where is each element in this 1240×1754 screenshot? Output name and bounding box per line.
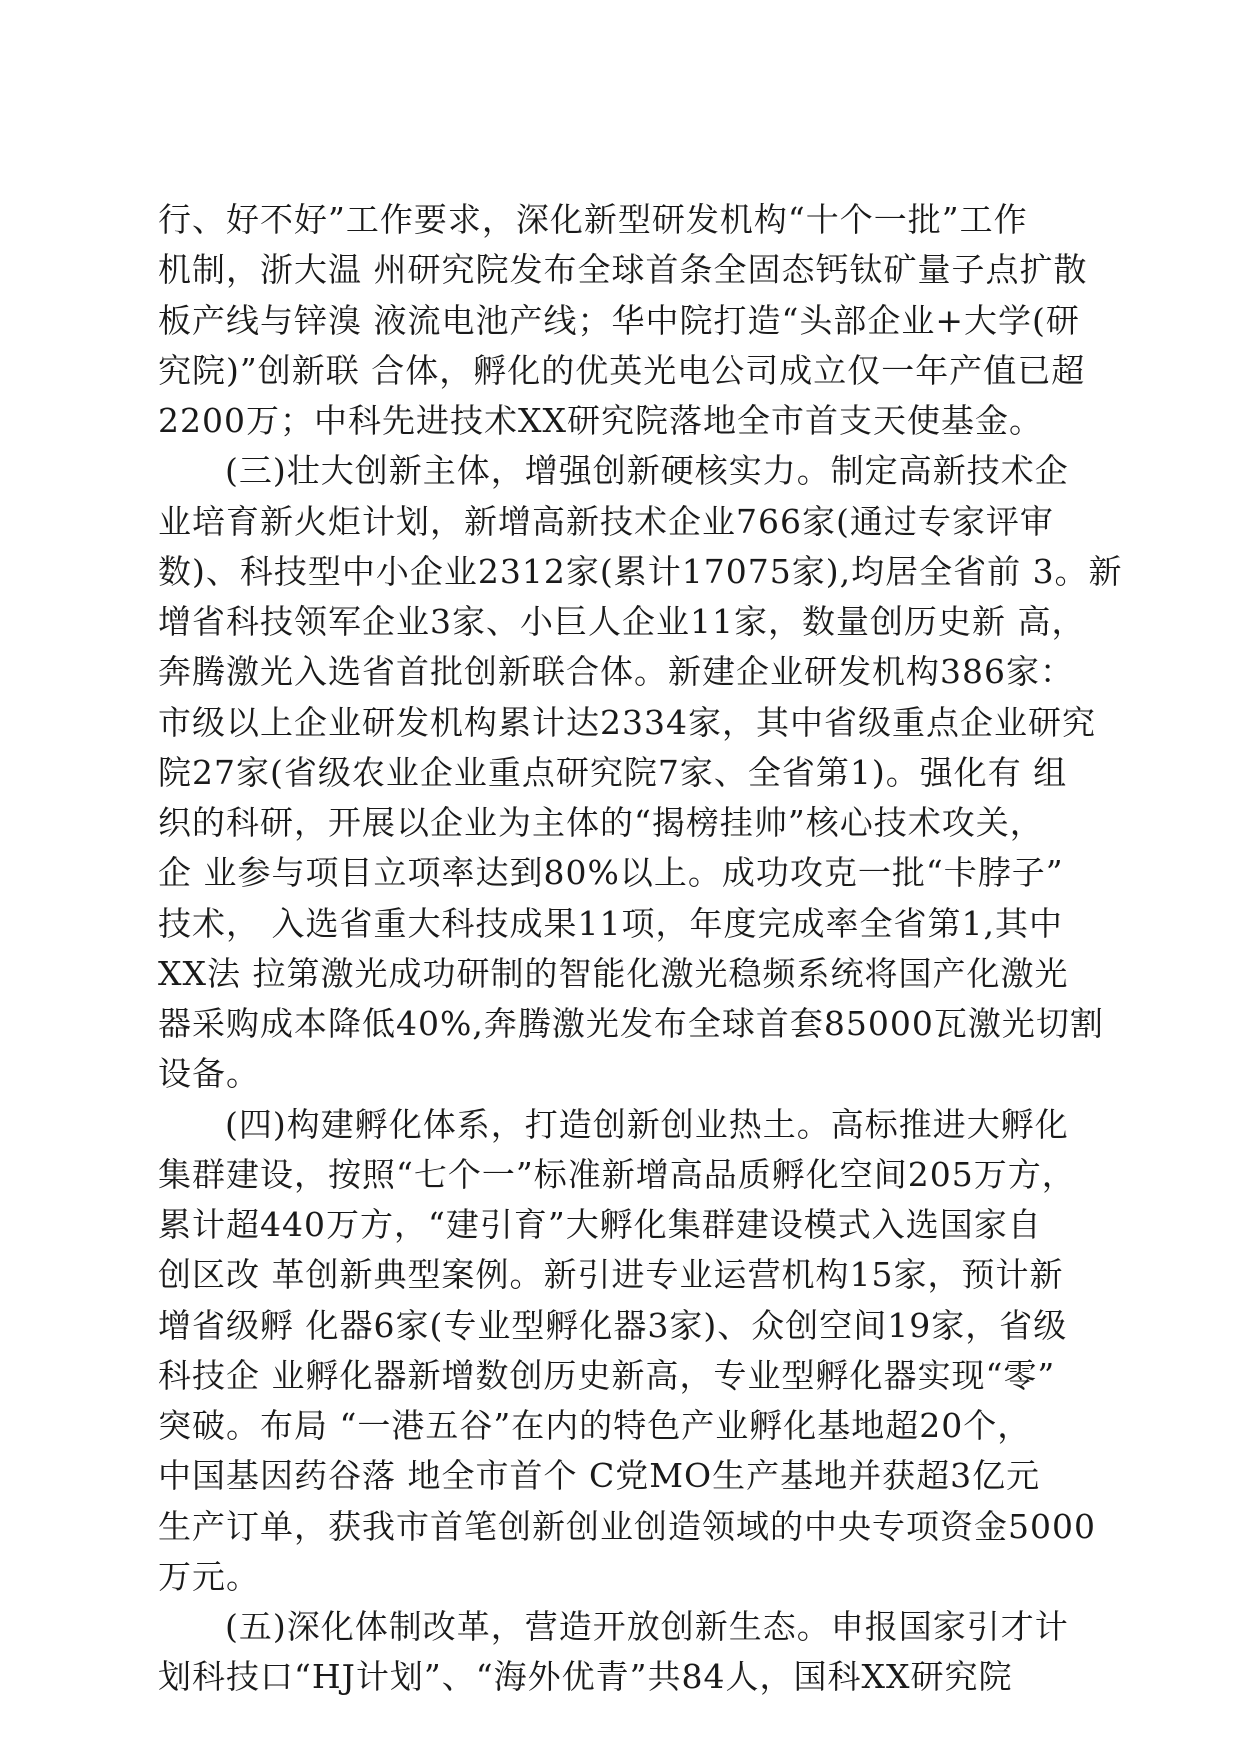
text-line: 板产线与锌溴 液流电池产线；华中院打造“头部企业+大学(研 — [158, 301, 1080, 340]
text-line: 2200万；中科先进技术XX研究院落地全市首支天使基金。 — [158, 401, 1043, 440]
text-line: 企 业参与项目立项率达到80%以上。成功攻克一批“卡脖子” — [158, 853, 1064, 892]
section-heading-4: (四)构建孵化体系，打造创新创业热土。高标推进大孵化 — [225, 1105, 1069, 1144]
text-line: 奔腾激光入选省首批创新联合体。新建企业研发机构386家： — [158, 652, 1074, 691]
text-line: 究院)”创新联 合体，孵化的优英光电公司成立仅一年产值已超 — [158, 351, 1086, 390]
section-heading-5: (五)深化体制改革，营造开放创新生态。申报国家引才计 — [225, 1607, 1069, 1646]
text-line: 机制，浙大温 州研究院发布全球首条全固态钙钛矿量子点扩散 — [158, 250, 1088, 289]
text-line: 技术， 入选省重大科技成果11项，年度完成率全省第1,其中 — [158, 904, 1063, 943]
text-line: 业培育新火炬计划，新增高新技术企业766家(通过专家评审 — [158, 502, 1054, 541]
text-line: 器采购成本降低40%,奔腾激光发布全球首套85000瓦激光切割 — [158, 1004, 1104, 1043]
section-heading-3: (三)壮大创新主体，增强创新硬核实力。制定高新技术企 — [225, 451, 1069, 490]
text-line: 集群建设，按照“七个一”标准新增高品质孵化空间205万方， — [158, 1155, 1076, 1194]
text-line: 院27家(省级农业企业重点研究院7家、全省第1)。强化有 组 — [158, 753, 1068, 792]
text-line: 织的科研，开展以企业为主体的“揭榜挂帅”核心技术攻关， — [158, 803, 1044, 842]
text-line: 市级以上企业研发机构累计达2334家，其中省级重点企业研究 — [158, 703, 1096, 742]
text-line: 突破。布局 “一港五谷”在内的特色产业孵化基地超20个， — [158, 1406, 1032, 1445]
text-line: 中国基因药谷落 地全市首个 C党MO生产基地并获超3亿元 — [158, 1456, 1041, 1495]
text-line: 数)、科技型中小企业2312家(累计17075家),均居全省前 3。新 — [158, 552, 1123, 591]
text-line: 行、好不好”工作要求，深化新型研发机构“十个一批”工作 — [158, 200, 1028, 239]
text-line: 万元。 — [158, 1557, 260, 1596]
text-line: 科技企 业孵化器新增数创历史新高，专业型孵化器实现“零” — [158, 1356, 1056, 1395]
text-line: 设备。 — [158, 1054, 260, 1093]
text-line: 增省级孵 化器6家(专业型孵化器3家)、众创空间19家，省级 — [158, 1306, 1068, 1345]
text-line: 增省科技领军企业3家、小巨人企业11家，数量创历史新 高， — [158, 602, 1086, 641]
text-line: 划科技口“HJ计划”、“海外优青”共84人，国科XX研究院 — [158, 1657, 1013, 1696]
text-line: XX法 拉第激光成功研制的智能化激光稳频系统将国产化激光 — [158, 954, 1069, 993]
text-line: 创区改 革创新典型案例。新引进专业运营机构15家，预计新 — [158, 1255, 1064, 1294]
text-line: 累计超440万方，“建引育”大孵化集群建设模式入选国家自 — [158, 1205, 1042, 1244]
text-line: 生产订单，获我市首笔创新创业创造领域的中央专项资金5000 — [158, 1507, 1096, 1546]
